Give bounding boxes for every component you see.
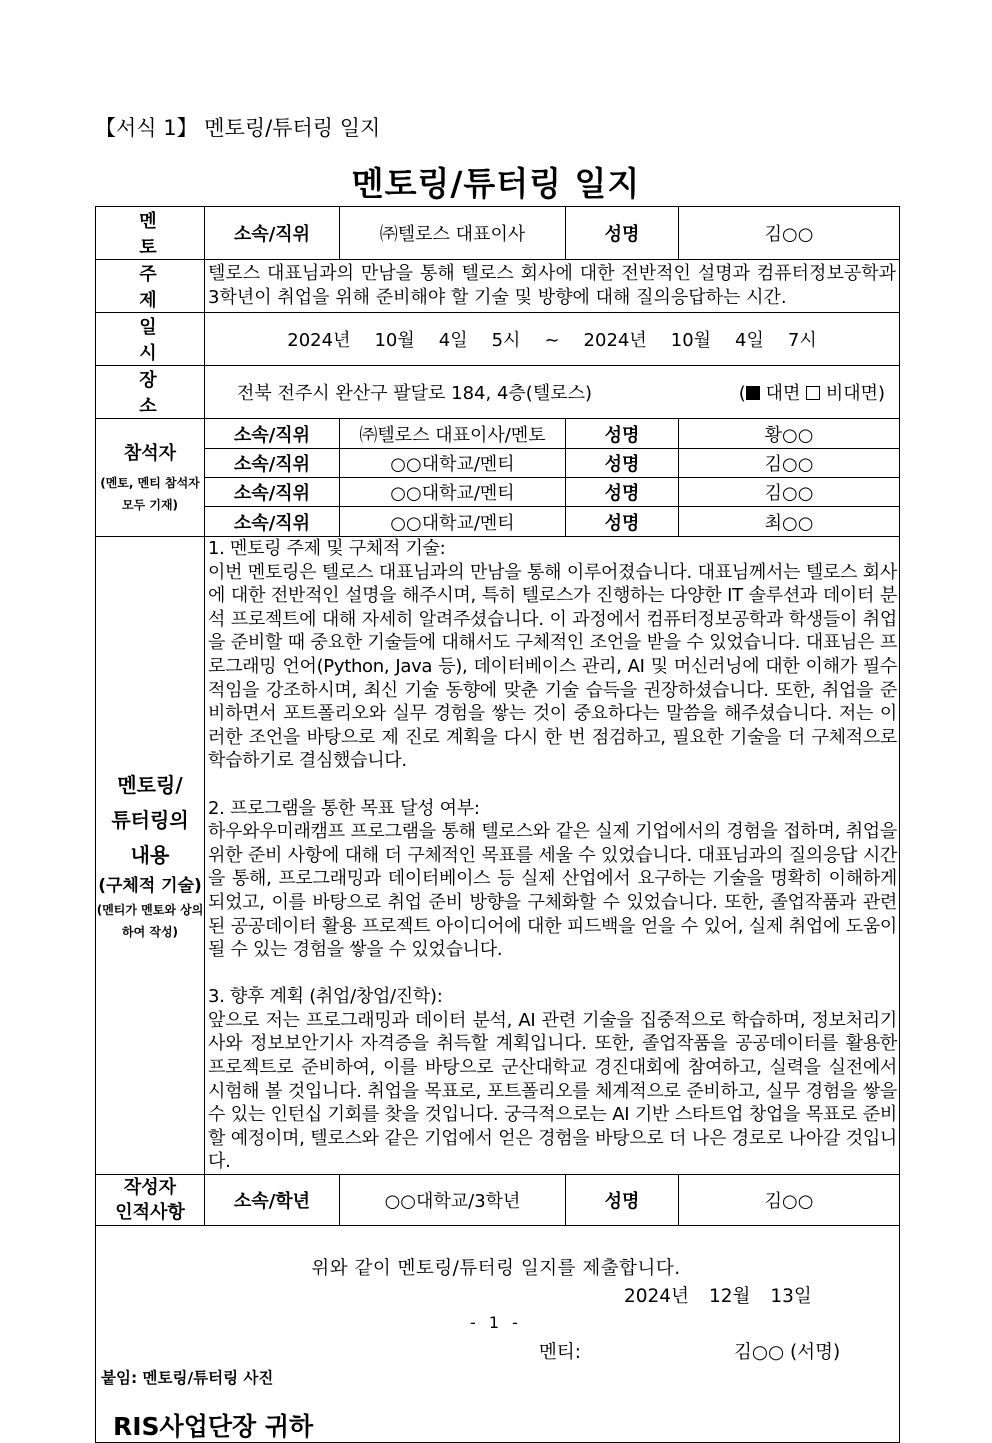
attendee-row <box>96 419 900 449</box>
mentee-signature: 김○○ (서명) <box>734 1342 841 1364</box>
attendee-name-label: 성명 <box>566 419 679 449</box>
section-title: 2. 프로그램을 통한 목표 달성 여부: <box>208 797 480 819</box>
attendee-name-value: 황○○ <box>679 419 900 449</box>
submission-row <box>96 1226 900 1443</box>
attendee-name-label: 성명 <box>566 449 679 478</box>
subject-text: 텔로스 대표님과의 만남을 통해 텔로스 회사에 대한 전반적인 설명과 컴퓨터정보공학과 3학년이 취업을 위해 준비해야 할 기술 및 방향에 대해 질의응답하는 시간. <box>205 260 900 313</box>
mentor-name-value: 김○○ <box>679 207 900 260</box>
content-header-note: (멘티가 멘토와 상의하여 작성) <box>96 903 204 940</box>
content-row <box>96 537 900 1175</box>
submission-date: 2024년 12월 13일 <box>624 1286 812 1308</box>
attendee-affil-value: ○○대학교/멘티 <box>340 449 566 478</box>
form-number-label: 【서식 1】 멘토링/튜터링 일지 <box>95 116 381 140</box>
end-month: 10월 <box>670 330 712 351</box>
submission-statement: 위와 같이 멘토링/튜터링 일지를 제출합니다. <box>311 1258 681 1280</box>
offline-label: 대면 <box>765 383 801 404</box>
recipient: RIS사업단장 귀하 <box>113 1412 314 1442</box>
online-label: 비대면) <box>825 383 885 404</box>
end-year: 2024년 <box>583 330 647 351</box>
writer-header: 작성자 인적사항 <box>96 1175 205 1226</box>
page-number: - 1 - <box>470 1313 522 1332</box>
document-title: 멘토링/튜터링 일지 <box>351 164 641 203</box>
writer-affil-value: ○○대학교/3학년 <box>340 1175 566 1226</box>
mentor-header: 멘 토 <box>96 207 205 260</box>
start-year: 2024년 <box>287 330 351 351</box>
mentee-label: 멘티: <box>539 1342 581 1364</box>
writer-name-label: 성명 <box>566 1175 679 1226</box>
mentoring-log-form <box>95 206 900 1443</box>
attendee-name-label: 성명 <box>566 507 679 537</box>
section-body: 이번 멘토링은 텔로스 대표님과의 만남을 통해 이루어졌습니다. 대표님께서는 텔로스 회사에 대한 전반적인 설명을 해주시며, 특히 텔로스가 진행하는 다양한 IT 솔루션과 데이터 분석 프로젝트에 대해 자세히 알려주셨습니다. 이 과정에서 컴퓨터정보공학과 학생들이 취업을 준비할 때 중요한 기술들에 대해서도 구체적인 조언을 받을 수 있었습니다. 대표님은 프로그래밍 언어(Python, Java 등), 데이터베이스 관리, AI 및 머신러닝에 대한 이해가 필수적임을 강조하시며, 최신 기술 동향에 맞춘 기술 습득을 권장하셨습니다. 또한, 취업을 준비하면서 포트폴리오와 실무 경험을 쌓는 것이 중요하다는 말씀을 해주셨습니다. 저는 이러한 조언을 바탕으로 제 진로 계획을 다시 한 번 점검하고, 필요한 기술을 더 구체적으로 학습하기로 결심했습니다. <box>208 561 897 772</box>
writer-affil-label: 소속/학년 <box>205 1175 340 1226</box>
attendee-affil-value: ○○대학교/멘티 <box>340 478 566 507</box>
section-title: 3. 향후 계획 (취업/창업/진학): <box>208 986 443 1008</box>
mentor-affil-label: 소속/직위 <box>205 207 340 260</box>
attendee-name-value: 최○○ <box>679 507 900 537</box>
attendee-name-value: 김○○ <box>679 449 900 478</box>
start-day: 4일 <box>438 330 468 351</box>
attendees-note: (멘토, 멘티 참석자 모두 기재) <box>100 475 200 512</box>
mentor-name-label: 성명 <box>566 207 679 260</box>
attendee-affil-value: ㈜텔로스 대표이사/멘토 <box>340 419 566 449</box>
end-hour: 7시 <box>787 330 817 351</box>
attendee-name-label: 성명 <box>566 478 679 507</box>
content-header: 멘토링/ 튜터링의 내용 (구체적 기술) (멘티가 멘토와 상의하여 작성) <box>96 537 205 1175</box>
attendee-affil-value: ○○대학교/멘티 <box>340 507 566 537</box>
tilde: ~ <box>544 330 560 351</box>
writer-row <box>96 1175 900 1226</box>
attachment-note: 붙임: 멘토링/튜터링 사진 <box>101 1369 274 1388</box>
submission-block <box>96 1226 900 1443</box>
section-body: 하우와우미래캠프 프로그램을 통해 텔로스와 같은 실제 기업에서의 경험을 접하며, 취업을 위한 준비 사항에 대해 더 구체적인 목표를 세울 수 있었습니다. 대표님과의 질의응답 시간을 통해, 프로그래밍과 데이터베이스 등 실제 산업에서 요구하는 기술을 명확히 이해하게 되었고, 이를 바탕으로 취업 준비 방향을 구체화할 수 있었습니다. 또한, 졸업작품과 관련된 공공데이터 활용 프로젝트 아이디어에 대한 피드백을 얻을 수 있어, 실제 취업에 도움이 될 수 있는 경험을 쌓을 수 있었습니다. <box>208 821 897 961</box>
unchecked-box-icon <box>806 386 820 400</box>
place-address: 전북 전주시 완산구 팔달로 184, 4층(텔로스) <box>237 383 593 404</box>
datetime-header: 일 시 <box>96 313 205 366</box>
attendee-affil-label: 소속/직위 <box>205 507 340 537</box>
place-value <box>205 366 900 419</box>
attendee-affil-label: 소속/직위 <box>205 449 340 478</box>
end-day: 4일 <box>735 330 764 351</box>
mentor-affil-value: ㈜텔로스 대표이사 <box>340 207 566 260</box>
place-header: 장 소 <box>96 366 205 419</box>
attendee-affil-label: 소속/직위 <box>205 419 340 449</box>
start-hour: 5시 <box>491 330 521 351</box>
checked-box-icon <box>746 386 760 400</box>
attendee-row <box>96 478 900 507</box>
place-row <box>96 366 900 419</box>
writer-name-value: 김○○ <box>679 1175 900 1226</box>
attendee-affil-label: 소속/직위 <box>205 478 340 507</box>
mentor-row <box>96 207 900 260</box>
start-month: 10월 <box>374 330 415 351</box>
attendee-name-value: 김○○ <box>679 478 900 507</box>
content-body <box>205 537 900 1175</box>
subject-header: 주 제 <box>96 260 205 313</box>
subject-row <box>96 260 900 313</box>
attendees-header: 참석자 (멘토, 멘티 참석자 모두 기재) <box>96 419 205 537</box>
datetime-row <box>96 313 900 366</box>
section-body: 앞으로 저는 프로그래밍과 데이터 분석, AI 관련 기술을 집중적으로 학습하며, 정보처리기사와 정보보안기사 자격증을 취득할 계획입니다. 또한, 졸업작품을 공공데이터를 활용한 프로젝트로 준비하여, 이를 바탕으로 군산대학교 경진대회에 참여하고, 실력을 실전에서 시험해 볼 것입니다. 취업을 목표로, 포트폴리오를 체계적으로 준비하고, 실무 경험을 쌓을 수 있는 인턴십 기회를 찾을 것입니다. 궁극적으로는 AI 기반 스타트업 창업을 목표로 준비할 예정이며, 텔로스와 같은 기업에서 얻은 경험을 바탕으로 더 나은 경로로 나아갈 것입니다. <box>208 1009 897 1173</box>
attendee-row <box>96 449 900 478</box>
datetime-value <box>205 313 900 366</box>
attendee-row <box>96 507 900 537</box>
section-title: 1. 멘토링 주제 및 구체적 기술: <box>208 538 446 559</box>
meeting-mode: ( 대면 비대면) <box>738 383 885 404</box>
